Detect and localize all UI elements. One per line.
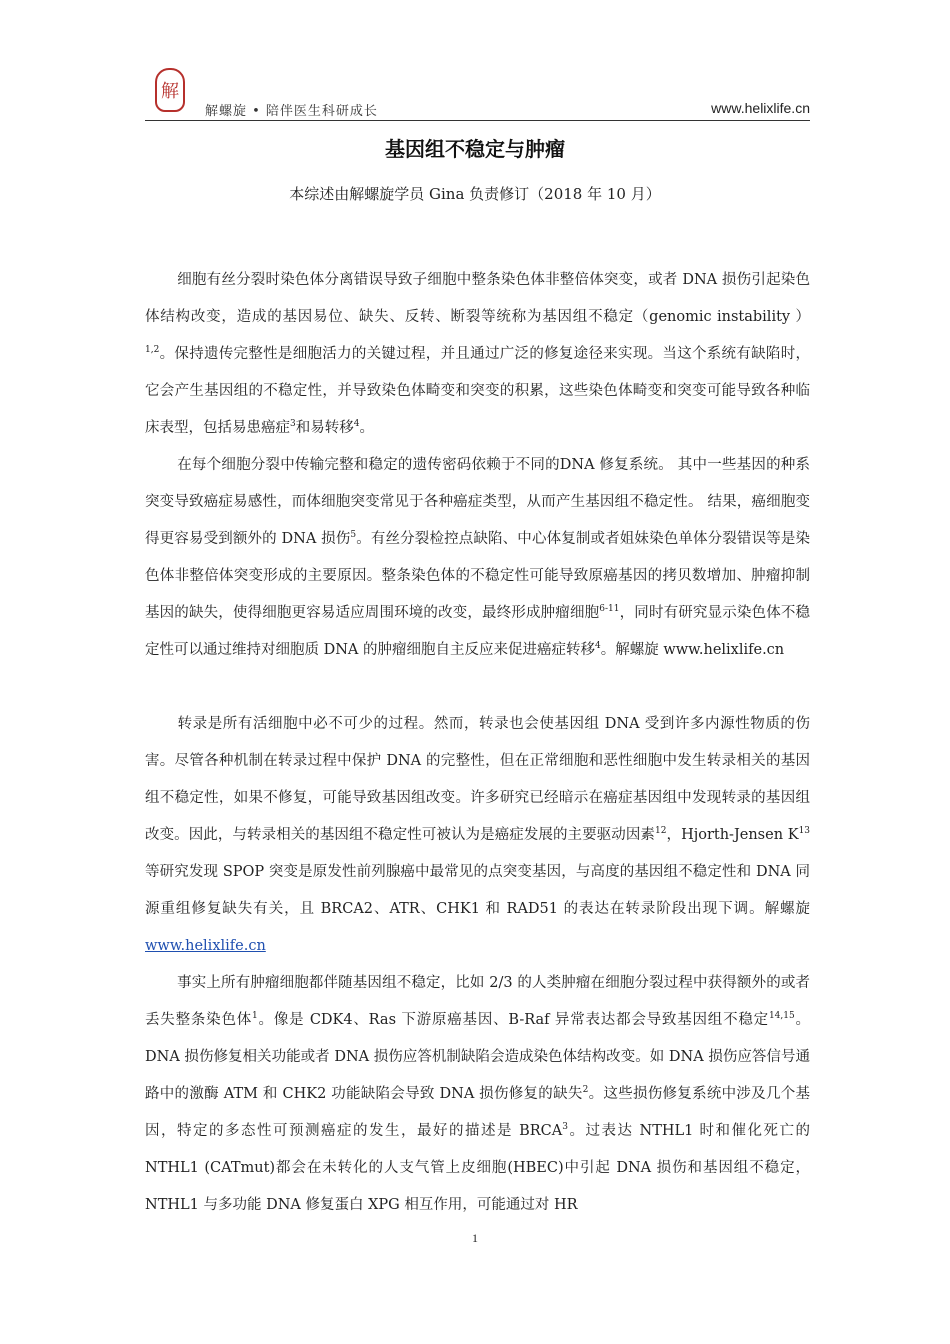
header-site-url[interactable]: www.helixlife.cn [711,100,810,116]
paragraph-text: 。有丝分裂检控点缺陷、中心体复制或者姐妹染色单体分裂错误等是染色体非整倍体突变形成的主要原因。整条染色体的不稳定性可能导致原癌基因的拷贝数增加、肿瘤抑制基因的缺失，使得细胞更容易适应周围环境的改变，最终形成肿瘤细胞 [145,531,810,621]
document-subtitle: 本综述由解螺旋学员 Gina 负责修订（2018 年 10 月） [289,185,661,203]
paragraph-text: 细胞有丝分裂时染色体分离错误导致子细胞中整条染色体非整倍体突变，或者 DNA 损伤引起染色体结构改变，造成的基因易位、缺失、反转、断裂等统称为基因组不稳定（genomic instability ） [145,272,810,325]
helix-logo-icon: 解 [155,68,185,112]
paragraph-1 [145,262,810,447]
paragraph-text: 。像是 CDK4、Ras 下游原癌基因、B-Raf 异常表达都会导致基因组不稳定 [257,1012,769,1028]
citation-superscript: 4 [353,419,360,430]
paragraph-text: 。保持遗传完整性是细胞活力的关键过程，并且通过广泛的修复途径来实现。当这个系统有缺陷时，它会产生基因组的不稳定性，并导致染色体畸变和突变的积累，这些染色体畸变和突变可能导致各种临床表型，包括易患癌症 [145,346,810,436]
header-divider [145,120,810,121]
citation-superscript: 6-11 [599,604,620,615]
brand-tagline: 解螺旋 • 陪伴医生科研成长 [205,104,378,119]
citation-superscript: 3 [290,419,296,430]
paragraph-text: 在每个细胞分裂中传输完整和稳定的遗传密码依赖于不同的DNA 修复系统。 其中一些基因的种系突变导致癌症易感性，而体细胞突变常见于各种癌症类型，从而产生基因组不稳定性。 结果，癌细胞变得更容易受到额外的 DNA 损伤 [145,457,810,547]
paragraph-text: 。DNA 损伤修复相关功能或者 DNA 损伤应答机制缺陷会造成染色体结构改变。如 DNA 损伤应答信号通路中的激酶 ATM 和 CHK2 功能缺陷会导致 DNA 损伤修复的缺失 [145,1012,811,1102]
paragraph-4 [145,965,810,1224]
document-title: 基因组不稳定与肿瘤 [385,137,565,161]
paragraph-text: 。这些损伤修复系统中涉及几个基因，特定的多态性可预测癌症的发生，最好的描述是 BRCA [145,1086,811,1139]
citation-superscript: 14,15 [768,1011,795,1022]
page-number: 1 [472,1231,478,1245]
citation-superscript: 3 [562,1122,568,1133]
paragraph-2 [145,447,810,669]
paragraph-text: 。 [359,420,374,436]
page-header [145,60,810,120]
paragraph-text: 。过表达 NTHL1 时和催化死亡的 NTHL1 (CATmut)都会在未转化的人支气管上皮细胞(HBEC)中引起 DNA 损伤和基因组不稳定，NTHL1 与多功能 DNA 修复蛋白 XPG 相互作用，可能通过对 HR [145,1123,811,1213]
citation-superscript: 4 [595,641,601,652]
paragraph-text: ，同时有研究显示染色体不稳定性可以通过维持对细胞质 DNA 的肿瘤细胞自主反应来促进癌症转移 [145,605,810,658]
citation-superscript: 13 [798,826,811,837]
paragraph-text: 。解螺旋 www.helixlife.cn [600,642,785,658]
citation-superscript: 2 [582,1085,589,1096]
citation-superscript: 12 [654,826,667,837]
paragraph-text: 等研究发现 SPOP 突变是原发性前列腺癌中最常见的点突变基因，与高度的基因组不稳定性和 DNA 同源重组修复缺失有关，且 BRCA2、ATR、CHK1 和 RAD51 的表达在转录阶段出现下调。解螺旋 [145,864,810,917]
paragraph-3 [145,706,810,965]
citation-superscript: 1 [252,1011,258,1022]
paragraph-text: 转录是所有活细胞中必不可少的过程。然而，转录也会使基因组 DNA 受到许多内源性物质的伤害。尽管各种机制在转录过程中保护 DNA 的完整性，但在正常细胞和恶性细胞中发生转录相关的基因组不稳定性，如果不修复，可能导致基因组改变。许多研究已经暗示在癌症基因组中发现转录的基因组改变。因此，与转录相关的基因组不稳定性可被认为是癌症发展的主要驱动因素 [145,716,810,843]
helixlife-link[interactable]: www.helixlife.cn [145,938,266,954]
paragraph-text: ，Hjorth-Jensen K [666,827,799,843]
citation-superscript: 1,2 [145,345,160,356]
paragraph-text: 和易转移 [295,420,354,436]
citation-superscript: 5 [350,530,357,541]
paragraph-text: 事实上所有肿瘤细胞都伴随基因组不稳定，比如 2/3 的人类肿瘤在细胞分裂过程中获得额外的或者丢失整条染色体 [145,975,810,1028]
